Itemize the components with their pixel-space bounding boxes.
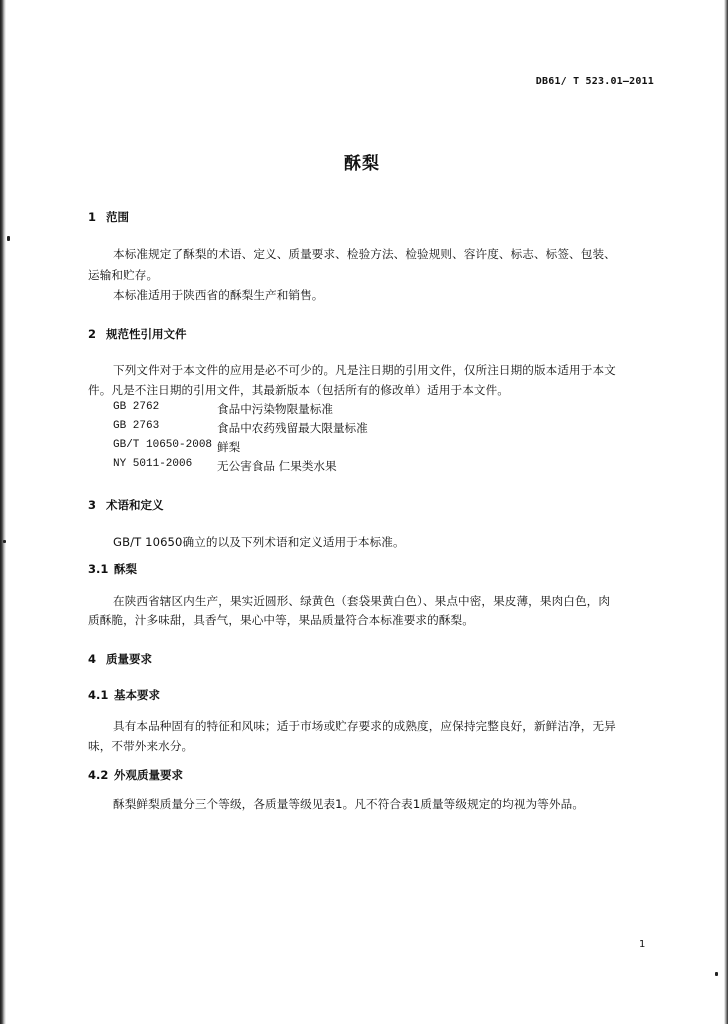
reference-code: GB/T 10650-2008 [113, 439, 213, 451]
section-1-heading [88, 209, 129, 225]
section-number: 1 [88, 210, 97, 224]
reference-name: 无公害食品 仁果类水果 [217, 459, 337, 473]
paragraph-line: 下列文件对于本文件的应用是必不可少的。凡是注日期的引用文件，仅所注日期的版本适用于本文 [113, 363, 616, 377]
paragraph-line: 本标准适用于陕西省的酥梨生产和销售。 [113, 288, 324, 302]
section-title: 质量要求 [106, 652, 152, 666]
section-number: 4 [88, 652, 97, 666]
reference-code: GB 2763 [113, 420, 160, 432]
reference-item [113, 401, 513, 419]
section-title: 范围 [106, 210, 129, 224]
reference-name: 食品中农药残留最大限量标准 [217, 421, 368, 435]
section-4-2-heading [88, 767, 183, 783]
scan-speck [3, 540, 6, 543]
paragraph-line: 件。凡是不注日期的引用文件，其最新版本（包括所有的修改单）适用于本文件。 [88, 383, 509, 397]
section-4-1-heading [88, 687, 160, 703]
reference-item [113, 439, 513, 457]
scan-speck [715, 972, 718, 976]
section-3-1-heading [88, 561, 137, 577]
section-number: 4.1 [88, 688, 109, 702]
section-title: 酥梨 [114, 562, 137, 576]
section-3-heading [88, 497, 164, 513]
paragraph-line: 运输和贮存。 [88, 268, 159, 282]
section-number: 3.1 [88, 562, 109, 576]
reference-code: NY 5011-2006 [113, 458, 193, 470]
reference-name: 鲜梨 [217, 440, 241, 454]
page-number: 1 [639, 939, 646, 950]
section-title: 外观质量要求 [114, 768, 183, 782]
paragraph-line: 味，不带外来水分。 [88, 739, 194, 753]
paragraph-line: 具有本品种固有的特征和风味；适于市场或贮存要求的成熟度，应保持完整良好，新鲜洁净，无异 [113, 719, 616, 733]
section-title: 基本要求 [114, 688, 160, 702]
section-number: 2 [88, 327, 97, 341]
paragraph-line: 在陕西省辖区内生产，果实近圆形、绿黄色（套袋果黄白色）、果点中密，果皮薄，果肉白色，肉 [113, 594, 611, 608]
section-title: 术语和定义 [106, 498, 164, 512]
section-number: 3 [88, 498, 97, 512]
section-number: 4.2 [88, 768, 109, 782]
document-number: DB61/ T 523.01—2011 [535, 76, 654, 87]
reference-item [113, 420, 513, 438]
reference-item [113, 458, 513, 476]
scan-speck [7, 236, 10, 241]
section-2-heading [88, 326, 187, 342]
reference-name: 食品中污染物限量标准 [217, 402, 333, 416]
paragraph-line: 质酥脆，汁多味甜，具香气，果心中等，果品质量符合本标准要求的酥梨。 [88, 613, 474, 627]
scan-left-edge [0, 0, 6, 1024]
paragraph-line: 酥梨鲜梨质量分三个等级，各质量等级见表1。凡不符合表1质量等级规定的均视为等外品。 [113, 797, 585, 811]
document-title: 酥梨 [344, 154, 380, 174]
reference-code: GB 2762 [113, 401, 160, 413]
paragraph-line: GB/T 10650确立的以及下列术语和定义适用于本标准。 [113, 535, 405, 549]
paragraph-line: 本标准规定了酥梨的术语、定义、质量要求、检验方法、检验规则、容许度、标志、标签、包装、 [113, 247, 616, 261]
scan-right-edge [724, 0, 728, 1024]
section-title: 规范性引用文件 [106, 327, 187, 341]
section-4-heading [88, 651, 152, 667]
